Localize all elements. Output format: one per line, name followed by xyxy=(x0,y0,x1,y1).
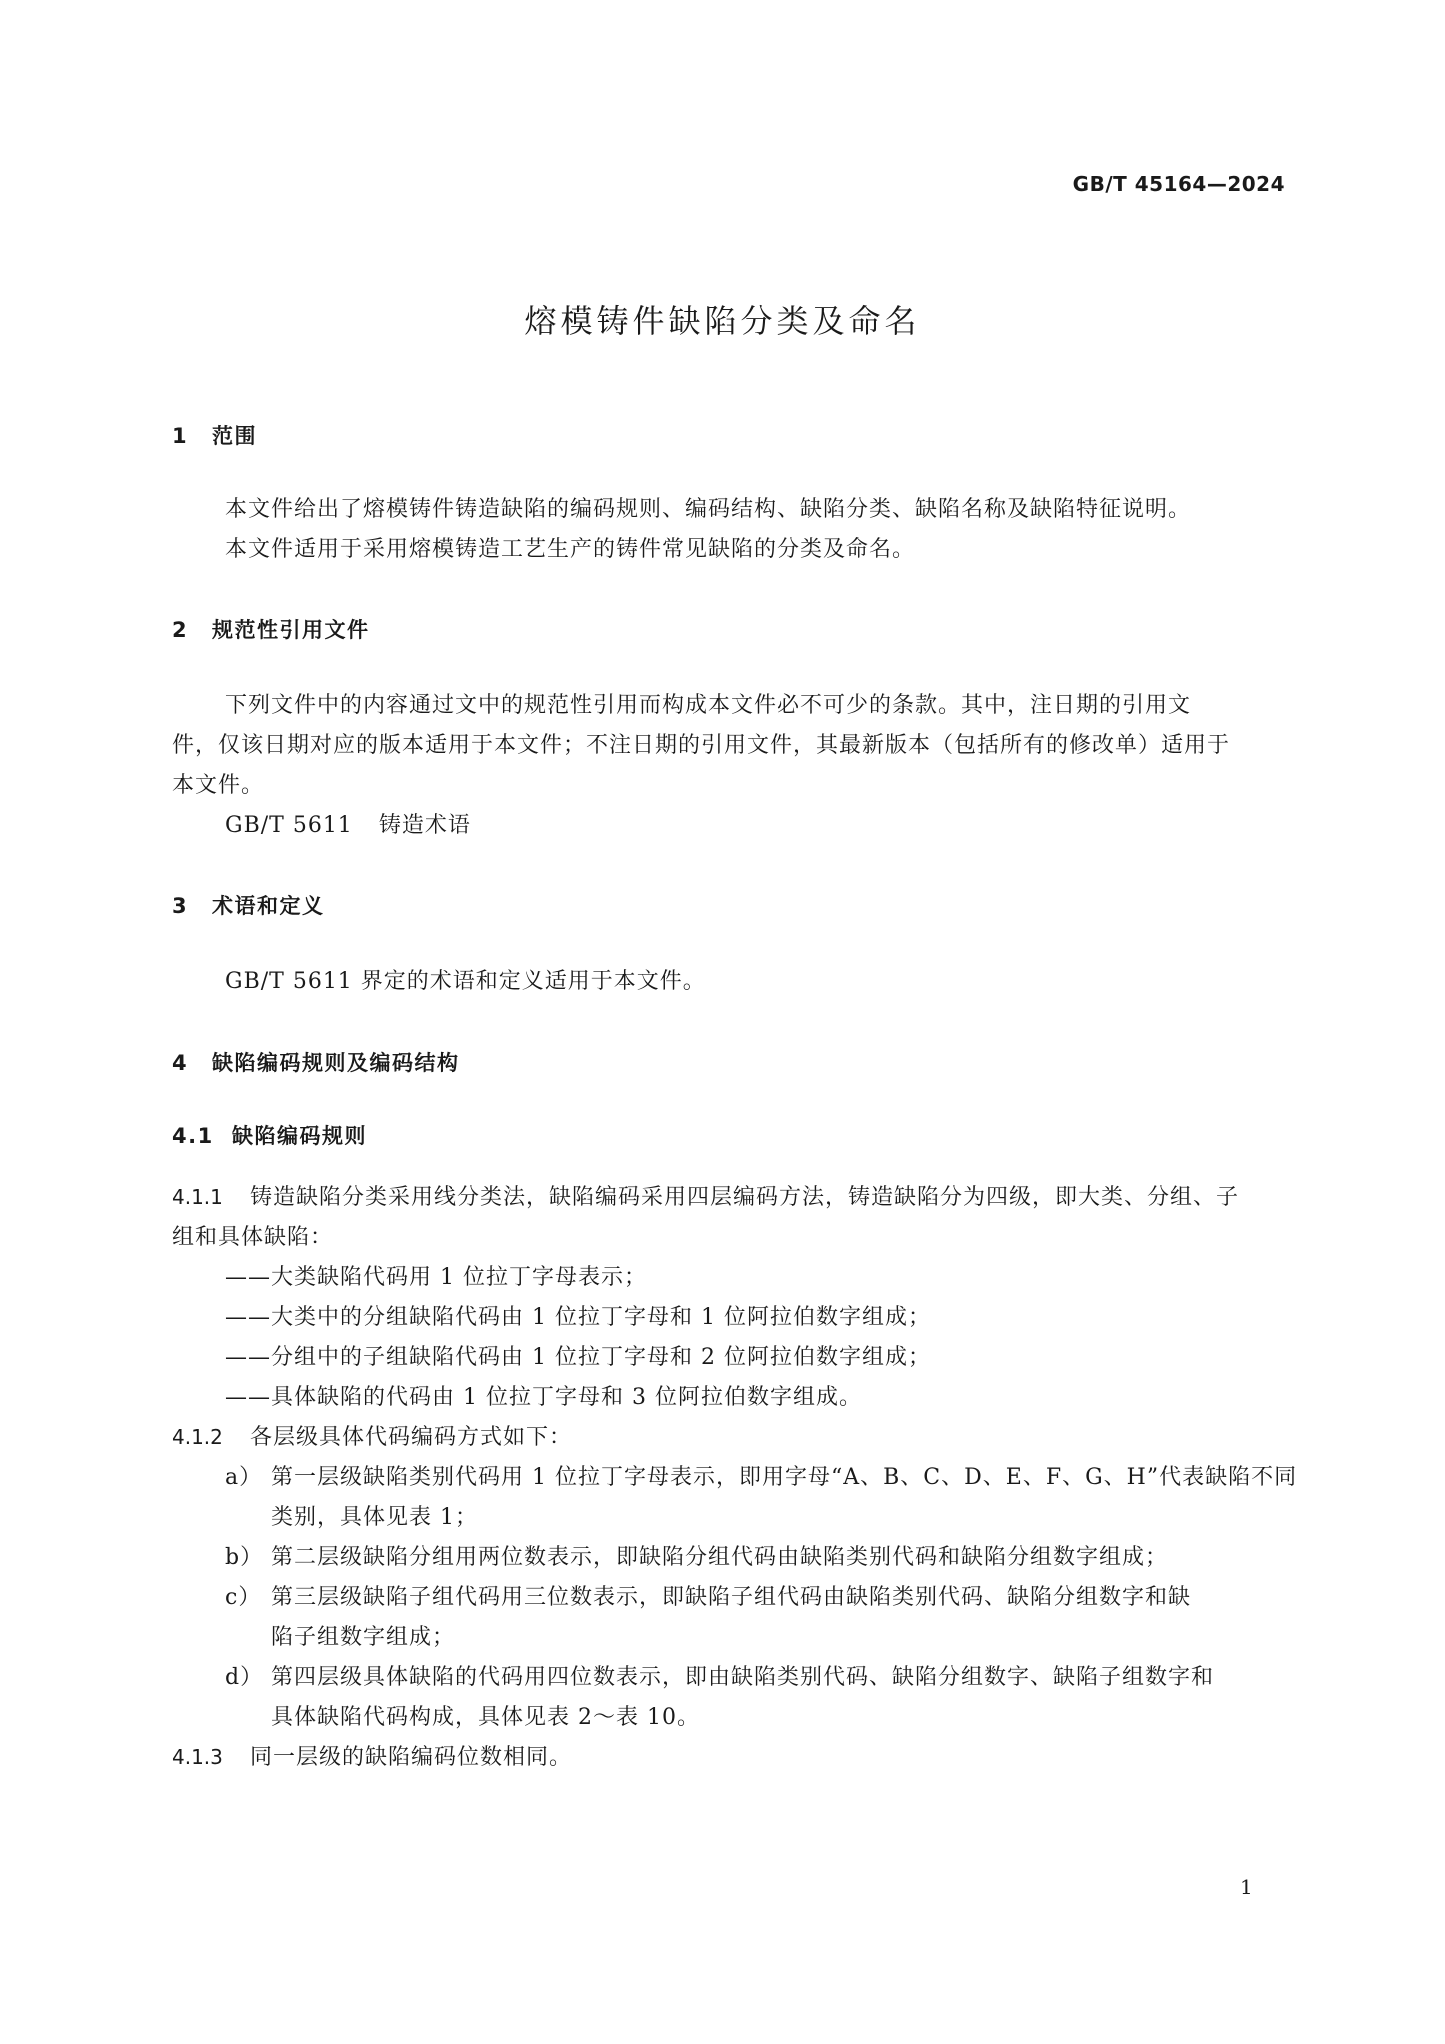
normative-reference xyxy=(225,808,471,839)
clause-4-1-1-text-line-1: 铸造缺陷分类采用线分类法，缺陷编码采用四层编码方法，铸造缺陷分为四级，即大类、分组、子 xyxy=(250,1185,1240,1210)
list-item-dash-4: ——具体缺陷的代码由 1 位拉丁字母和 3 位阿拉伯数字组成。 xyxy=(225,1385,862,1410)
clause-4-1-2-number: 4.1.2 xyxy=(172,1425,223,1449)
section-1-heading xyxy=(172,420,257,450)
subsection-4-1-number: 4.1 xyxy=(172,1124,214,1148)
list-item-dash-1: ——大类缺陷代码用 1 位拉丁字母表示； xyxy=(225,1265,647,1290)
list-item-d-line-2: 具体缺陷代码构成，具体见表 2～表 10。 xyxy=(271,1705,700,1730)
reference-title: 铸造术语 xyxy=(378,813,471,838)
section-1-title: 范围 xyxy=(212,424,257,448)
section-1-paragraph-2: 本文件适用于采用熔模铸造工艺生产的铸件常见缺陷的分类及命名。 xyxy=(225,537,916,562)
list-item-b-label: b） xyxy=(225,1545,264,1570)
list-item-a-line-2: 类别，具体见表 1； xyxy=(271,1505,478,1530)
page-number: 1 xyxy=(1240,1875,1253,1899)
list-item-c-line-1: 第三层级缺陷子组代码用三位数表示，即缺陷子组代码由缺陷类别代码、缺陷分组数字和缺 xyxy=(271,1585,1192,1610)
reference-code: GB/T 5611 xyxy=(225,813,353,838)
clause-4-1-3-number: 4.1.3 xyxy=(172,1745,223,1769)
section-1-number: 1 xyxy=(172,424,189,448)
section-3-title: 术语和定义 xyxy=(212,894,325,918)
section-2-heading xyxy=(172,614,370,644)
section-3-paragraph: GB/T 5611 界定的术语和定义适用于本文件。 xyxy=(225,969,706,994)
section-2-number: 2 xyxy=(172,618,189,642)
section-2-paragraph-line-3: 本文件。 xyxy=(172,773,265,798)
standard-number: GB/T 45164—2024 xyxy=(1072,172,1285,196)
list-item-a-line-1: 第一层级缺陷类别代码用 1 位拉丁字母表示，即用字母“A、B、C、D、E、F、G、H”代表缺陷不同 xyxy=(271,1465,1298,1490)
subsection-4-1-title: 缺陷编码规则 xyxy=(232,1124,367,1148)
section-2-paragraph-line-1: 下列文件中的内容通过文中的规范性引用而构成本文件必不可少的条款。其中，注日期的引用文 xyxy=(225,693,1192,718)
clause-4-1-3 xyxy=(172,1740,572,1771)
section-4-heading xyxy=(172,1047,460,1077)
clause-4-1-1-line-1 xyxy=(172,1180,1239,1211)
section-3-number: 3 xyxy=(172,894,189,918)
list-item-d-line-1: 第四层级具体缺陷的代码用四位数表示，即由缺陷类别代码、缺陷分组数字、缺陷子组数字和 xyxy=(271,1665,1215,1690)
clause-4-1-1-line-2: 组和具体缺陷： xyxy=(172,1225,334,1250)
list-item-b-line-1: 第二层级缺陷分组用两位数表示，即缺陷分组代码由缺陷类别代码和缺陷分组数字组成； xyxy=(271,1545,1169,1570)
list-item-c-line-2: 陷子组数字组成； xyxy=(271,1625,456,1650)
section-2-paragraph-line-2: 件，仅该日期对应的版本适用于本文件；不注日期的引用文件，其最新版本（包括所有的修改单）适用于 xyxy=(172,733,1231,758)
document-title: 熔模铸件缺陷分类及命名 xyxy=(524,302,921,340)
list-item-c-label: c） xyxy=(225,1585,262,1610)
clause-4-1-1-number: 4.1.1 xyxy=(172,1185,223,1209)
clause-4-1-3-text: 同一层级的缺陷编码位数相同。 xyxy=(250,1745,573,1770)
section-1-paragraph-1: 本文件给出了熔模铸件铸造缺陷的编码规则、编码结构、缺陷分类、缺陷名称及缺陷特征说明。 xyxy=(225,497,1192,522)
clause-4-1-2-text: 各层级具体代码编码方式如下： xyxy=(250,1425,573,1450)
list-item-d-label: d） xyxy=(225,1665,264,1690)
list-item-dash-2: ——大类中的分组缺陷代码由 1 位拉丁字母和 1 位阿拉伯数字组成； xyxy=(225,1305,931,1330)
list-item-a-label: a） xyxy=(225,1465,263,1490)
subsection-4-1-heading xyxy=(172,1120,367,1150)
section-4-title: 缺陷编码规则及编码结构 xyxy=(212,1051,460,1075)
section-4-number: 4 xyxy=(172,1051,189,1075)
list-item-dash-3: ——分组中的子组缺陷代码由 1 位拉丁字母和 2 位阿拉伯数字组成； xyxy=(225,1345,931,1370)
section-2-title: 规范性引用文件 xyxy=(212,618,370,642)
clause-4-1-2 xyxy=(172,1420,572,1451)
section-3-heading xyxy=(172,890,325,920)
